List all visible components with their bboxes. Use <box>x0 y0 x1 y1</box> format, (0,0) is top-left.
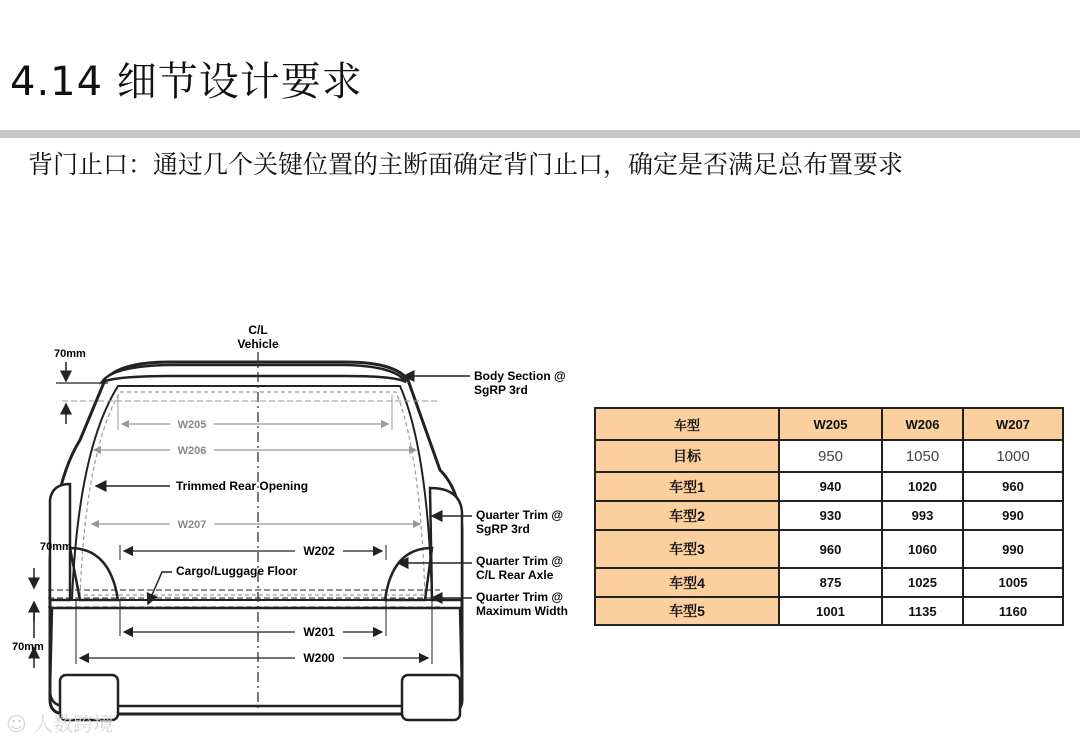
table-header-cell: W207 <box>963 408 1063 440</box>
dimension-table <box>594 407 1064 626</box>
table-row-label: 车型4 <box>595 568 779 597</box>
dim-70mm-top: 70mm <box>54 348 86 360</box>
rear-opening-diagram <box>0 300 600 740</box>
table-cell: 990 <box>963 530 1063 568</box>
quarter-trim-sgrp-label-2: SgRP 3rd <box>476 522 530 536</box>
trimmed-rear-opening-label: Trimmed Rear Opening <box>176 479 309 493</box>
table-header-row <box>595 408 1063 440</box>
table-row-label: 目标 <box>595 440 779 472</box>
watermark-text: 人数跨境 <box>33 712 114 736</box>
page-title: 4.14 细节设计要求 <box>10 59 363 105</box>
body-section-label-1: Body Section @ <box>474 369 566 383</box>
table-cell: 1025 <box>882 568 963 597</box>
roof-spoiler <box>102 365 406 382</box>
cl-label: C/L <box>248 323 268 337</box>
table-cell: 875 <box>779 568 882 597</box>
page-subtitle: 背门止口：通过几个关键位置的主断面确定背门止口，确定是否满足总布置要求 <box>28 150 904 179</box>
vehicle-body-outline <box>50 362 462 714</box>
body-section-label-2: SgRP 3rd <box>474 383 528 397</box>
cargo-floor-label: Cargo/Luggage Floor <box>176 564 298 578</box>
table-header-cell: W206 <box>882 408 963 440</box>
table-row-label: 车型2 <box>595 501 779 530</box>
watermark-logo-icon: ☺ <box>6 712 34 736</box>
dim-70mm-bot: 70mm <box>12 641 44 653</box>
vehicle-label: Vehicle <box>237 337 279 351</box>
table-cell: 960 <box>963 472 1063 501</box>
table-header-cell: W205 <box>779 408 882 440</box>
table-row <box>595 568 1063 597</box>
table-cell: 990 <box>963 501 1063 530</box>
right-wheel <box>402 675 460 720</box>
w200-label: W200 <box>303 651 335 665</box>
table-cell: 1001 <box>779 597 882 625</box>
table-cell: 1135 <box>882 597 963 625</box>
title-divider <box>0 130 1080 138</box>
w205-label: W205 <box>177 419 207 431</box>
w201-label: W201 <box>303 625 335 639</box>
table-cell: 1050 <box>882 440 963 472</box>
table-row <box>595 530 1063 568</box>
table-row <box>595 472 1063 501</box>
table-target-row <box>595 440 1063 472</box>
table-cell: 950 <box>779 440 882 472</box>
table-row-label: 车型3 <box>595 530 779 568</box>
right-quarter-trim <box>385 548 432 600</box>
w202-label: W202 <box>303 544 335 558</box>
table-row <box>595 501 1063 530</box>
right-tail-lamp <box>430 488 462 600</box>
dim-70mm-mid: 70mm <box>40 541 72 553</box>
table-cell: 940 <box>779 472 882 501</box>
quarter-trim-max-label-1: Quarter Trim @ <box>476 590 564 604</box>
quarter-trim-axle-label-2: C/L Rear Axle <box>476 568 554 582</box>
watermark <box>6 708 113 737</box>
table-row <box>595 597 1063 625</box>
table-cell: 993 <box>882 501 963 530</box>
table-cell: 1060 <box>882 530 963 568</box>
quarter-trim-axle-label-1: Quarter Trim @ <box>476 554 564 568</box>
w207-label: W207 <box>177 519 207 531</box>
table-header-cell: 车型 <box>595 408 779 440</box>
table-cell: 930 <box>779 501 882 530</box>
w206-label: W206 <box>177 445 207 457</box>
table-cell: 1020 <box>882 472 963 501</box>
table-cell: 1160 <box>963 597 1063 625</box>
quarter-trim-max-label-2: Maximum Width <box>476 604 568 618</box>
quarter-trim-sgrp-label-1: Quarter Trim @ <box>476 508 564 522</box>
table-row-label: 车型5 <box>595 597 779 625</box>
table-cell: 1005 <box>963 568 1063 597</box>
table-cell: 960 <box>779 530 882 568</box>
left-quarter-trim <box>70 548 118 600</box>
table-cell: 1000 <box>963 440 1063 472</box>
table-row-label: 车型1 <box>595 472 779 501</box>
